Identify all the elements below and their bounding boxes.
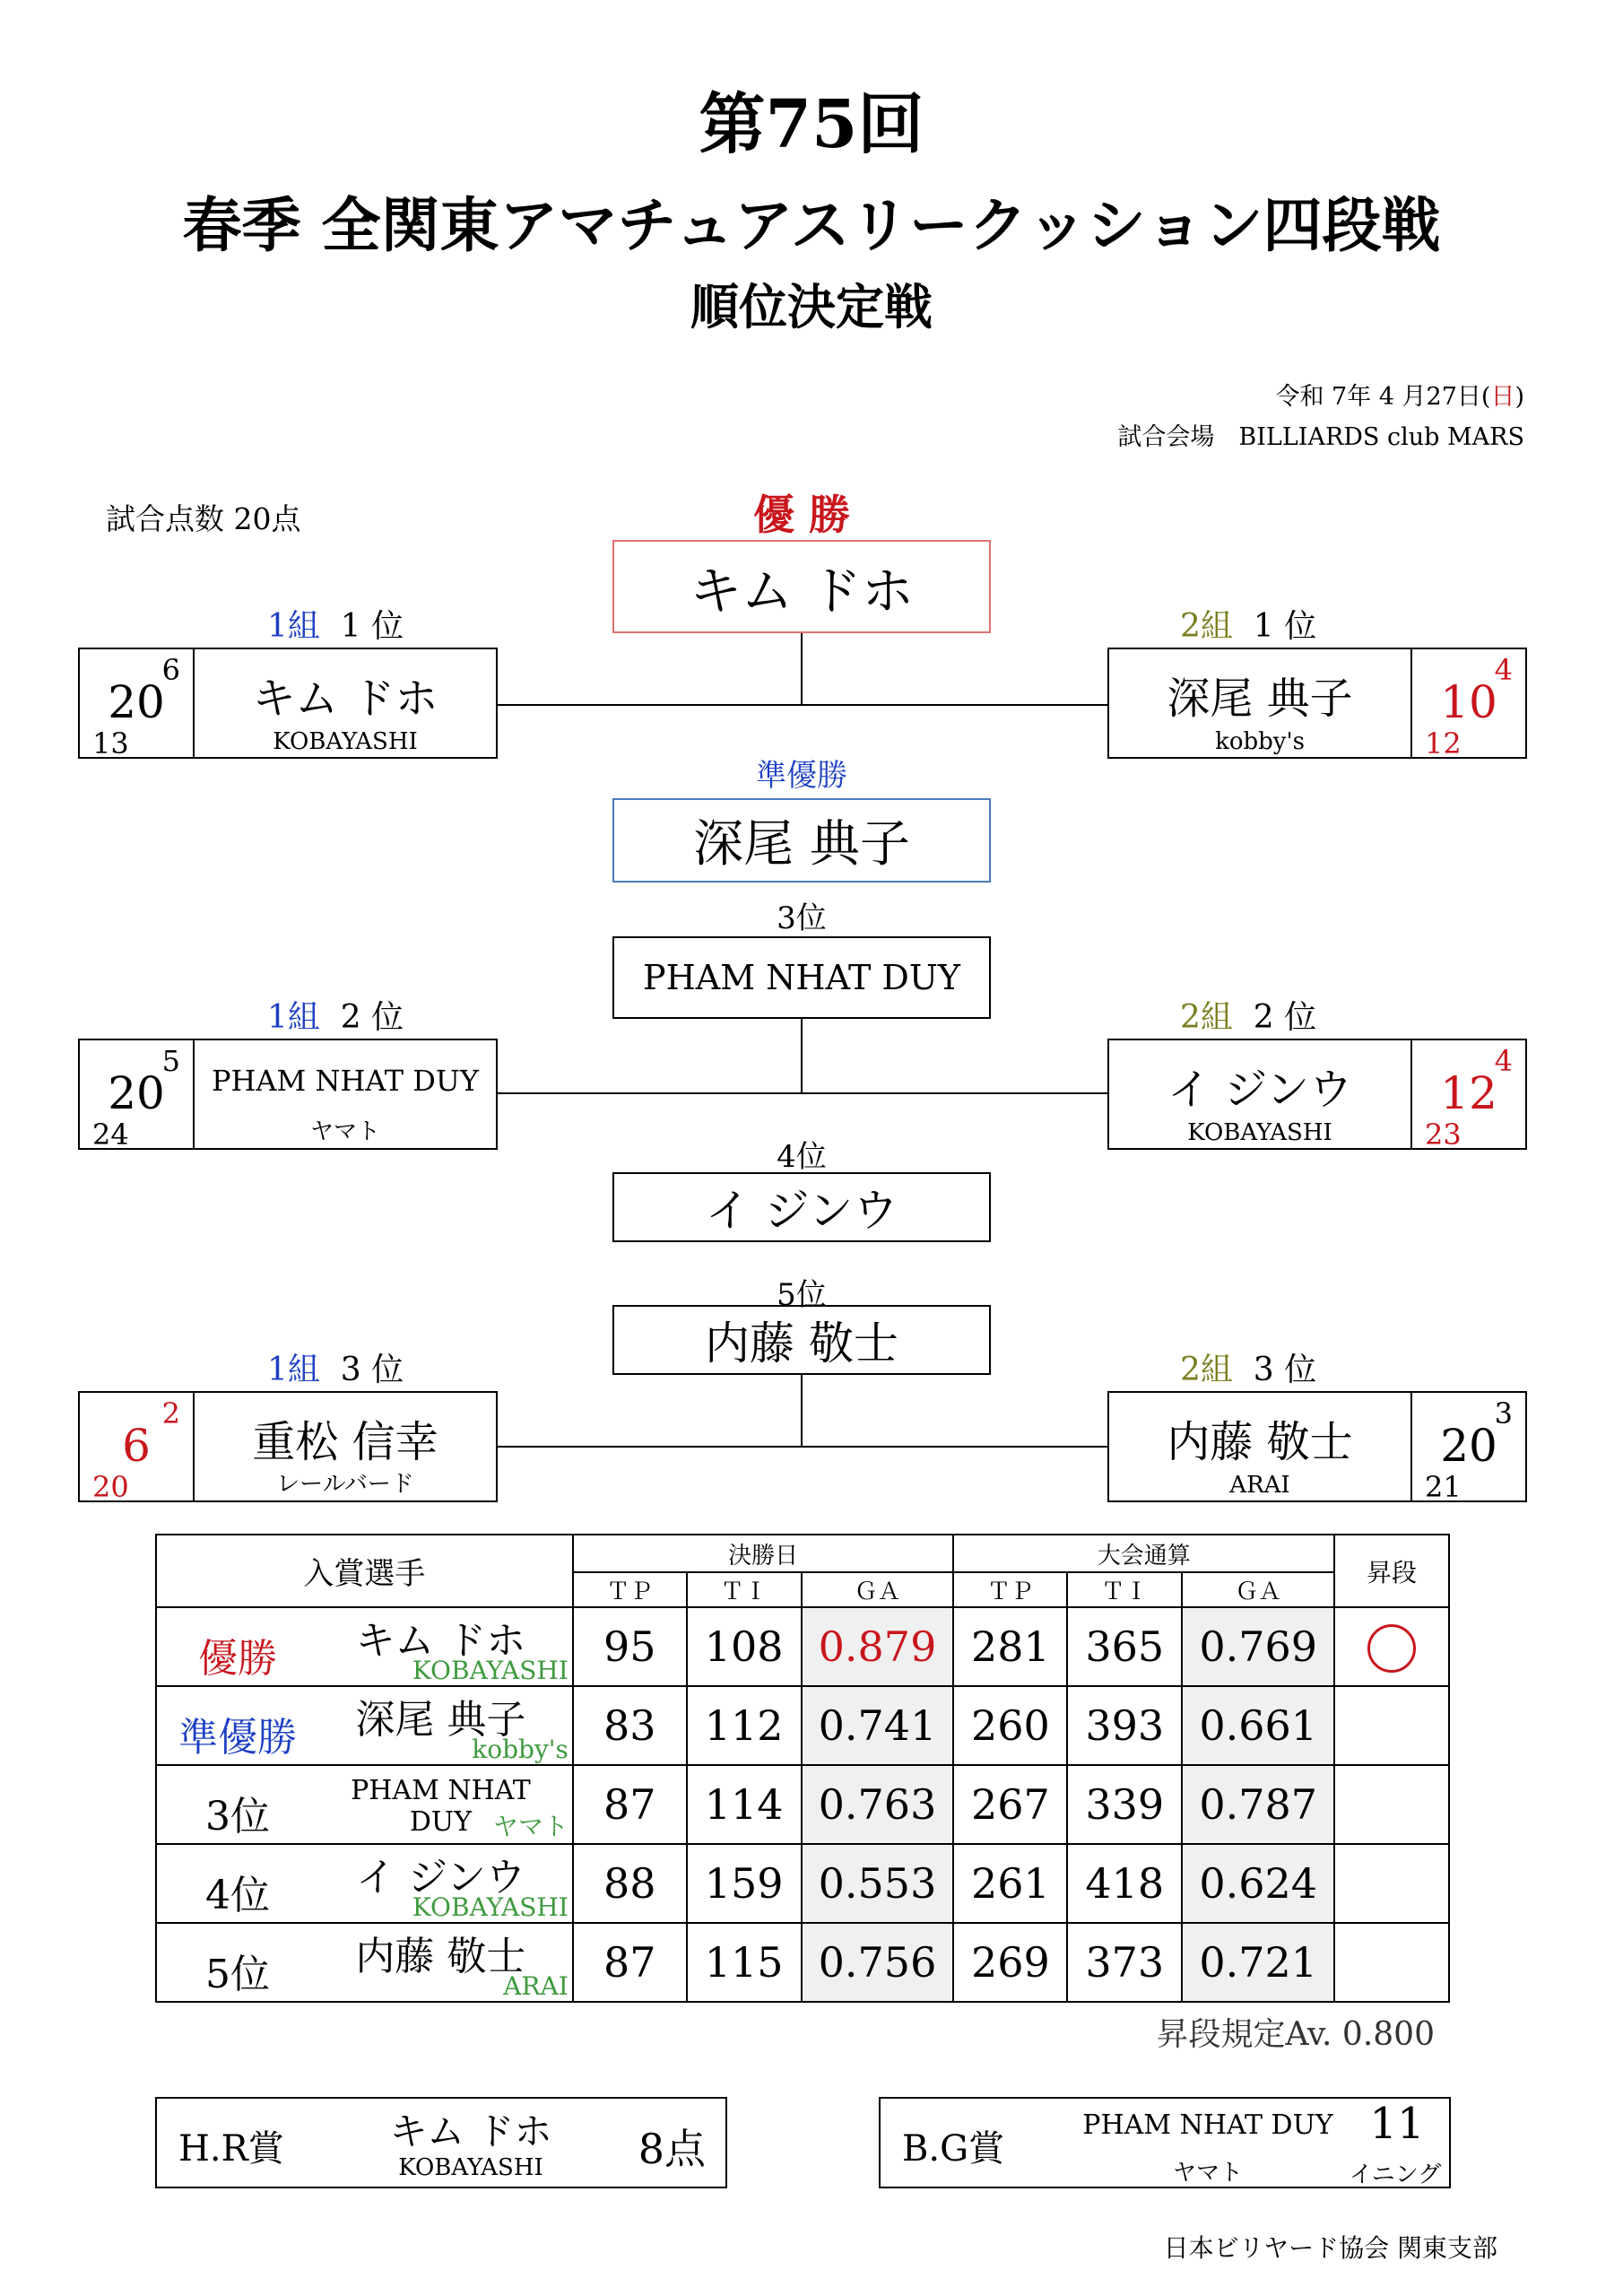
player-club: kobby's [472, 1735, 568, 1764]
total-ga: 0.721 [1182, 1923, 1334, 2002]
fifth-name: 内藤 敬士 [705, 1318, 898, 1370]
third-label: 3位 [777, 900, 827, 936]
innings: 3 [1494, 1396, 1513, 1431]
sub-ti: ＴＩ [1067, 1572, 1182, 1607]
score-box [80, 649, 195, 761]
total-tp: 267 [953, 1765, 1067, 1844]
total-ga: 0.787 [1182, 1765, 1334, 1844]
bg-award-label: B.G賞 [902, 2128, 1005, 2170]
high-run: 12 [1425, 726, 1462, 761]
rank: 3位 [205, 1794, 270, 1839]
promotion-cell [1334, 1686, 1449, 1765]
runnerup-label: 準優勝 [756, 758, 847, 794]
score-box [1410, 1040, 1525, 1152]
total-ga: 0.769 [1182, 1607, 1334, 1686]
player-club: KOBAYASHI [1187, 1119, 1332, 1146]
table-row [156, 1765, 1449, 1844]
player-club: KOBAYASHI [273, 728, 418, 755]
sub-tp: ＴＰ [573, 1572, 687, 1607]
tp: 95 [573, 1607, 687, 1686]
player-club: ヤマト [492, 1812, 568, 1841]
total-ti: 339 [1067, 1765, 1182, 1844]
total-ti: 373 [1067, 1923, 1182, 2002]
total-tp: 269 [953, 1923, 1067, 2002]
player-club: ARAI [503, 1971, 568, 2001]
col-player: 入賞選手 [156, 1535, 573, 1607]
score-box [1410, 649, 1525, 761]
fifth-label: 5位 [777, 1277, 827, 1313]
bg-award-box [879, 2097, 1451, 2188]
group-header: 1組 2 位 [267, 999, 404, 1036]
hr-award-box [155, 2097, 727, 2188]
innings: 5 [161, 1044, 180, 1078]
player-name: PHAM NHAT DUY [211, 1064, 479, 1098]
high-run: 20 [92, 1470, 129, 1504]
total-ti: 418 [1067, 1844, 1182, 1923]
rank: 4位 [205, 1873, 270, 1918]
match-points: 試合点数 20点 [106, 501, 301, 536]
player-cell [156, 1607, 573, 1686]
runnerup-name: 深尾 典子 [693, 815, 910, 874]
score-box [80, 1393, 195, 1504]
player-cell [156, 1923, 573, 2002]
tp: 87 [573, 1923, 687, 2002]
name-box [195, 1040, 496, 1148]
total-tp: 260 [953, 1686, 1067, 1765]
sub-ti: ＴＩ [687, 1572, 802, 1607]
connector-line [498, 1092, 1107, 1094]
footer-organization: 日本ビリヤード協会 関東支部 [1163, 2233, 1497, 2263]
sub-ga: ＧＡ [802, 1572, 954, 1607]
high-run: 21 [1425, 1470, 1462, 1504]
champion-box [612, 540, 991, 633]
player-card [78, 1039, 498, 1150]
ga: 0.741 [802, 1686, 954, 1765]
connector-line [498, 704, 1107, 706]
total-ti: 365 [1067, 1607, 1182, 1686]
high-run: 24 [92, 1118, 129, 1152]
name-box [1109, 1393, 1410, 1500]
player-club: KOBAYASHI [412, 1656, 568, 1685]
player-card [78, 1391, 498, 1502]
player-name: 内藤 敬士 [355, 1934, 526, 1979]
title-line2: 春季 全関東アマチュアスリークッション四段戦 [182, 190, 1441, 260]
player-club: KOBAYASHI [412, 1892, 568, 1922]
col-promotion: 昇段 [1334, 1535, 1449, 1607]
player-cell [156, 1765, 573, 1844]
total-ga: 0.624 [1182, 1844, 1334, 1923]
promotion-cell [1334, 1607, 1449, 1686]
promotion-cell [1334, 1844, 1449, 1923]
sub-tp: ＴＰ [953, 1572, 1067, 1607]
title-line1: 第75回 [699, 86, 924, 163]
rank: 優勝 [198, 1636, 277, 1682]
connector-line [801, 1375, 803, 1447]
tp: 88 [573, 1844, 687, 1923]
score-box [1410, 1393, 1525, 1504]
ti: 114 [687, 1765, 802, 1844]
event-date: 令和 7年 4 月27日(日) [1275, 383, 1524, 411]
promotion-cell [1334, 1923, 1449, 2002]
tp: 87 [573, 1765, 687, 1844]
innings: 6 [161, 653, 180, 687]
player-cell [156, 1844, 573, 1923]
tp: 83 [573, 1686, 687, 1765]
ti: 159 [687, 1844, 802, 1923]
name-box [195, 649, 496, 757]
connector-line [801, 632, 803, 705]
fourth-name: イ ジンウ [705, 1185, 898, 1237]
score: 20 [108, 1067, 165, 1119]
ga: 0.553 [802, 1844, 954, 1923]
promotion-cell [1334, 1765, 1449, 1844]
promotion-circle-icon [1367, 1624, 1416, 1673]
player-name: 深尾 典子 [1167, 674, 1353, 724]
group-header: 1組 3 位 [267, 1352, 404, 1388]
total-tp: 261 [953, 1844, 1067, 1923]
venue: 試合会場 BILLIARDS club MARS [1117, 423, 1524, 451]
name-box [1109, 1040, 1410, 1148]
table-row [156, 1844, 1449, 1923]
player-club: ARAI [1229, 1472, 1290, 1499]
high-run: 23 [1425, 1118, 1462, 1152]
bg-award-value: 11 [1369, 2099, 1425, 2149]
col-final-day: 決勝日 [573, 1535, 954, 1572]
champion-name: キム ドホ [690, 561, 914, 622]
fourth-box [612, 1172, 991, 1242]
third-name: PHAM NHAT DUY [643, 958, 960, 997]
promotion-rule: 昇段規定Av. 0.800 [1156, 2016, 1435, 2053]
hr-award-name: キム ドホ [389, 2109, 552, 2153]
third-box [612, 936, 991, 1019]
innings: 4 [1494, 1044, 1513, 1078]
player-name: キム ドホ [252, 674, 438, 724]
score: 6 [122, 1420, 151, 1472]
fifth-box [612, 1305, 991, 1375]
table-row [156, 1607, 1449, 1686]
group-header: 2組 1 位 [1180, 608, 1317, 645]
sub-ga: ＧＡ [1182, 1572, 1334, 1607]
connector-line [498, 1446, 1107, 1448]
ga: 0.756 [802, 1923, 954, 2002]
bg-award-name: PHAM NHAT DUY [1082, 2109, 1333, 2141]
group-header: 1組 1 位 [267, 608, 404, 645]
ga: 0.879 [802, 1607, 954, 1686]
innings: 2 [161, 1396, 180, 1431]
score-box [80, 1040, 195, 1152]
hr-award-label: H.R賞 [178, 2128, 284, 2170]
player-club: ヤマト [309, 1118, 380, 1145]
player-name: PHAM NHAT DUY [351, 1775, 531, 1838]
innings: 4 [1494, 653, 1513, 687]
table-row [156, 1686, 1449, 1765]
results-table [155, 1534, 1450, 2003]
total-ga: 0.661 [1182, 1686, 1334, 1765]
player-cell [156, 1686, 573, 1765]
player-name: 内藤 敬士 [1167, 1417, 1353, 1467]
score: 12 [1440, 1067, 1497, 1119]
title-line3: 順位決定戦 [690, 278, 933, 335]
player-card [1107, 648, 1527, 759]
col-overall: 大会通算 [953, 1535, 1334, 1572]
score: 20 [1440, 1420, 1497, 1472]
group-header: 2組 3 位 [1180, 1352, 1317, 1388]
table-row [156, 1923, 1449, 2002]
player-club: レールバード [276, 1471, 414, 1498]
rank: 準優勝 [178, 1715, 297, 1761]
ti: 108 [687, 1607, 802, 1686]
connector-line [801, 1019, 803, 1094]
score: 20 [108, 676, 165, 728]
hr-award-value: 8点 [638, 2125, 706, 2173]
total-tp: 281 [953, 1607, 1067, 1686]
player-name: イ ジンウ [1167, 1065, 1353, 1115]
bg-award-club: ヤマト [1172, 2160, 1243, 2187]
score: 10 [1440, 676, 1497, 728]
high-run: 13 [92, 726, 129, 761]
player-club: kobby's [1215, 728, 1305, 755]
player-card [78, 648, 498, 759]
player-name: 深尾 典子 [355, 1697, 526, 1743]
player-name: イ ジンウ [355, 1855, 525, 1900]
ti: 115 [687, 1923, 802, 2002]
fourth-label: 4位 [777, 1139, 827, 1175]
hr-award-club: KOBAYASHI [398, 2154, 543, 2181]
player-name: キム ドホ [355, 1618, 526, 1664]
rank: 5位 [205, 1952, 270, 1997]
ga: 0.763 [802, 1765, 954, 1844]
ti: 112 [687, 1686, 802, 1765]
champion-label: 優 勝 [752, 491, 850, 539]
group-header: 2組 2 位 [1180, 999, 1317, 1036]
player-card [1107, 1039, 1527, 1150]
total-ti: 393 [1067, 1686, 1182, 1765]
player-card [1107, 1391, 1527, 1502]
player-name: 重松 信幸 [252, 1417, 438, 1467]
name-box [1109, 649, 1410, 757]
bg-award-unit: イニング [1349, 2161, 1442, 2188]
name-box [195, 1393, 496, 1500]
runnerup-box [612, 798, 991, 883]
